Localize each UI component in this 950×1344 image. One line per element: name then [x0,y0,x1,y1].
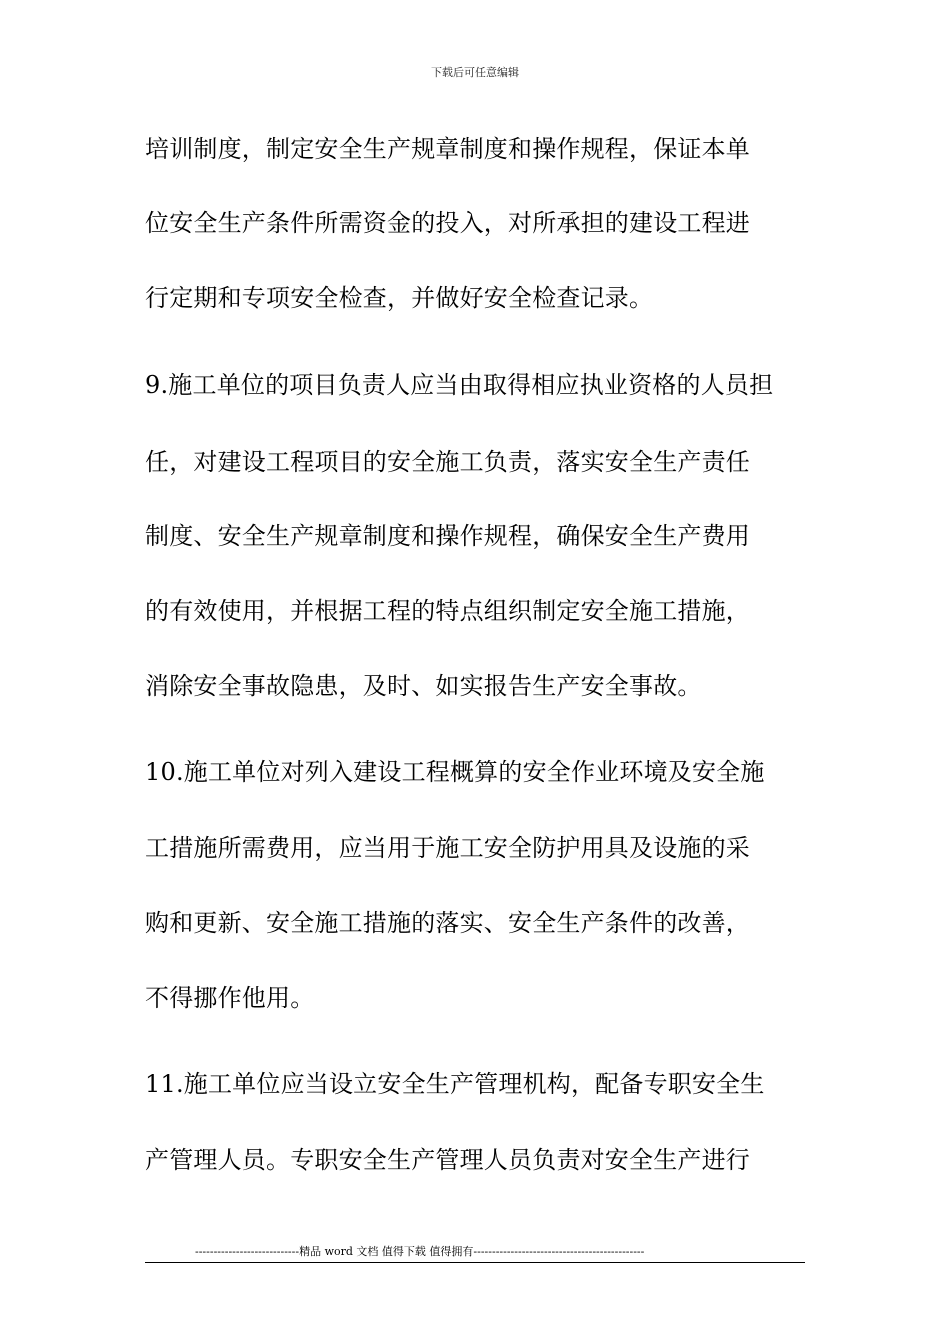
text-line: 任，对建设工程项目的安全施工负责，落实安全生产责任 [145,448,750,476]
text-line: 10.施工单位对列入建设工程概算的安全作业环境及安全施 [145,758,765,786]
text-line: 培训制度，制定安全生产规章制度和操作规程，保证本单 [145,135,750,163]
text-line: 制度、安全生产规章制度和操作规程，确保安全生产费用 [145,522,750,550]
text-line: 工措施所需费用，应当用于施工安全防护用具及设施的采 [145,834,750,862]
text-line: 的有效使用，并根据工程的特点组织制定安全施工措施， [145,597,750,625]
text-line: 行定期和专项安全检查，并做好安全检查记录。 [145,284,654,312]
text-line: 11.施工单位应当设立安全生产管理机构，配备专职安全生 [145,1070,765,1098]
text-line: 产管理人员。专职安全生产管理人员负责对安全生产进行 [145,1146,750,1174]
text-line: 9.施工单位的项目负责人应当由取得相应执业资格的人员担 [145,371,774,399]
page-footer: ----------------------------精品 word 文档 值得下载 值得拥有---------------------------------------------- [195,1245,645,1258]
page-header: 下载后可任意编辑 [431,66,519,79]
text-line: 消除安全事故隐患，及时、如实报告生产安全事故。 [145,672,702,700]
text-line: 购和更新、安全施工措施的落实、安全生产条件的改善， [145,909,750,937]
footer-divider [145,1262,805,1263]
text-line: 位安全生产条件所需资金的投入，对所承担的建设工程进 [145,209,750,237]
text-line: 不得挪作他用。 [145,984,315,1012]
